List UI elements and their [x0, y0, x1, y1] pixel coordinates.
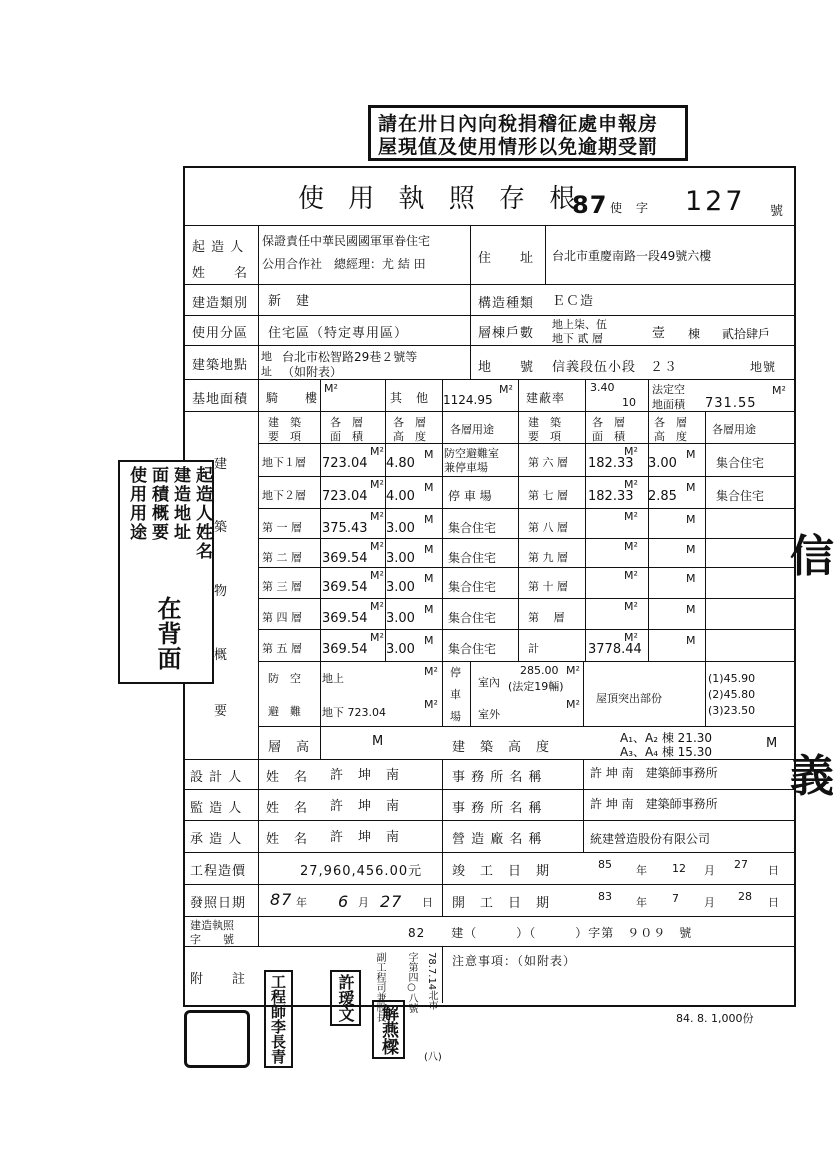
floor-left-name: 地下１層	[262, 456, 306, 469]
section-label-3: 物	[214, 584, 229, 599]
completion-year: 85	[598, 858, 612, 871]
designer-name-label: 姓 名	[266, 770, 309, 785]
permit-label-2: 字 號	[190, 933, 234, 946]
floor-left-area-unit: M²	[370, 600, 384, 613]
floor-left-height-unit: M	[424, 543, 434, 556]
floor-left-height: 3.00	[386, 642, 415, 657]
section-label-1: 建	[214, 457, 229, 472]
roof-value-3: (3)23.50	[708, 704, 756, 717]
building-height-label: 建 築 高 度	[452, 740, 551, 755]
floor-left-area-unit: M²	[370, 540, 384, 553]
permit-char-zi: 字	[636, 201, 650, 215]
completion-label: 竣 工 日 期	[452, 864, 551, 879]
legal-open-label-1: 法定空	[652, 383, 685, 396]
header-item-2: 要 項	[268, 430, 301, 443]
floor-right-area-unit: M²	[624, 631, 638, 644]
floor-right-height-unit: M	[686, 572, 696, 585]
start-month-char: 月	[704, 896, 715, 909]
seal-stamp-g: (八)	[424, 1052, 442, 1063]
round-seal-left	[184, 1010, 250, 1068]
designer-name: 許 坤 南	[330, 768, 401, 783]
contractor-name: 許 坤 南	[330, 830, 401, 845]
seal-stamp-e: 字第四○八號	[406, 952, 417, 1013]
issue-day: 27	[380, 892, 403, 911]
applicant-label-2: 姓 名	[192, 266, 249, 281]
parking-label-3: 場	[450, 710, 461, 723]
parking-outdoor-label: 室外	[478, 708, 500, 721]
floor-left-height: 4.80	[386, 456, 415, 471]
parking-indoor-value: 285.00	[520, 664, 559, 677]
building-unit: 棟	[688, 327, 702, 341]
roof-value-2: (2)45.80	[708, 688, 756, 701]
lot-suffix: 地號	[750, 360, 777, 374]
side-note-big: 在背面	[153, 596, 181, 671]
floor-left-height: 3.00	[386, 521, 415, 536]
floor-right-name: 第 九 層	[528, 551, 568, 564]
floor-right-name: 第 層	[528, 611, 565, 624]
header-use-left: 各層用途	[450, 423, 494, 436]
roof-protrusion-label: 屋頂突出部份	[596, 692, 662, 705]
floor-left-height-unit: M	[424, 513, 434, 526]
floor-right-height-unit: M	[686, 543, 696, 556]
arcade-label: 騎 樓	[266, 391, 319, 405]
floor-left-area-unit: M²	[370, 510, 384, 523]
floors-above: 地上柒、伍	[552, 318, 607, 331]
site-addr-label-2: 址	[261, 365, 272, 378]
parking-outdoor-unit: M²	[566, 698, 580, 711]
issue-year-char: 年	[296, 896, 307, 909]
floor-right-height-unit: M	[686, 481, 696, 494]
issue-date-label: 發照日期	[190, 896, 247, 911]
floor-left-use: 集合住宅	[448, 521, 497, 535]
supervisor-office: 許 坤 南 建築師事務所	[590, 797, 718, 811]
roof-value-1: (1)45.90	[708, 672, 756, 685]
building-height-value-2: A₃、A₄ 棟 15.30	[620, 745, 713, 759]
build-type-label: 建造類別	[192, 296, 249, 311]
structure-label: 構造種類	[478, 296, 535, 311]
floors-units-label: 層棟戶數	[478, 326, 535, 341]
side-note-col-4: 使用用途	[126, 466, 146, 542]
header-height-r1: 各 層	[654, 416, 687, 429]
structure-value: ＥＣ造	[552, 294, 595, 309]
applicant-label-1: 起 造 人	[192, 240, 245, 255]
site-address-line-2: （如附表）	[282, 365, 343, 379]
site-addr-label-1: 地	[261, 350, 272, 363]
permit-number: 127	[685, 186, 746, 217]
start-year: 83	[598, 890, 612, 903]
legal-open-label-2: 地面積	[652, 398, 685, 411]
parking-indoor-label: 室內	[478, 676, 500, 689]
seal-stamp-c: 解燕樑	[372, 1000, 405, 1059]
header-area-r2: 面 積	[592, 430, 625, 443]
start-year-char: 年	[636, 896, 647, 909]
supervisor-office-label: 事 務 所 名 稱	[452, 801, 543, 816]
header-area-r1: 各 層	[592, 416, 625, 429]
floor-left-name: 第 三 層	[262, 580, 302, 593]
storey-height-label: 層 高	[268, 740, 311, 755]
floor-left-area-unit: M²	[370, 631, 384, 644]
floor-right-area-unit: M²	[624, 540, 638, 553]
permit-year: 87	[572, 191, 608, 219]
permit-hao: 號	[770, 204, 785, 219]
floor-left-use: 防空避難室	[444, 447, 499, 460]
floor-left-area-unit: M²	[370, 445, 384, 458]
designer-role: 設 計 人	[190, 770, 243, 785]
seal-stamp-a: 工程師李長青	[264, 970, 293, 1068]
designer-office: 許 坤 南 建築師事務所	[590, 766, 718, 780]
floor-left-height: 3.00	[386, 611, 415, 626]
permit-label-1: 建造執照	[190, 919, 234, 932]
header-area-2: 面 積	[330, 430, 363, 443]
floor-right-area: 182.33	[588, 489, 634, 504]
floor-right-area: 182.33	[588, 456, 634, 471]
legal-open-value: 731.55	[705, 396, 757, 411]
side-note-col-3: 面積概要	[148, 466, 168, 542]
floor-left-height: 3.00	[386, 580, 415, 595]
floor-left-use: 集合住宅	[448, 580, 497, 594]
print-info: 84. 8. 1,000份	[676, 1012, 754, 1025]
zone-value: 住宅區（特定專用區）	[268, 326, 409, 341]
floor-right-use: 集合住宅	[716, 456, 765, 470]
floor-left-area: 369.54	[322, 611, 368, 626]
parking-indoor-unit: M²	[566, 664, 580, 677]
completion-month: 12	[672, 862, 686, 875]
floor-right-height-unit: M	[686, 603, 696, 616]
header-item-r1: 建 築	[528, 416, 561, 429]
shelter-above: 地上	[322, 672, 344, 685]
seal-stamp-f: 78.7.14北市	[426, 952, 437, 1011]
header-height-1: 各 層	[393, 416, 426, 429]
floor-left-height: 3.00	[386, 551, 415, 566]
coverage-label: 建蔽率	[526, 391, 566, 405]
coverage-value: 3.40	[590, 381, 615, 394]
contractor-office: 統建營造股份有限公司	[590, 832, 711, 846]
start-day: 28	[738, 890, 752, 903]
floor-right-area-unit: M²	[624, 510, 638, 523]
right-edge-char-1: 信	[790, 531, 835, 582]
coverage-denominator: 10	[622, 396, 636, 409]
household-units: 貳拾肆戶	[722, 327, 771, 341]
completion-year-char: 年	[636, 864, 647, 877]
header-item-1: 建 築	[268, 416, 301, 429]
tax-notice-line2: 屋現值及使用情形以免逾期受罰	[378, 136, 659, 158]
floor-right-name: 第 六 層	[528, 456, 568, 469]
floor-left-height-unit: M	[424, 572, 434, 585]
floor-left-area: 369.54	[322, 580, 368, 595]
floor-right-area-unit: M²	[624, 478, 638, 491]
start-day-char: 日	[768, 896, 779, 909]
floor-left-name: 第 二 層	[262, 551, 302, 564]
header-area-1: 各 層	[330, 416, 363, 429]
build-type-value: 新 建	[268, 294, 311, 309]
right-edge-char-2: 義	[790, 751, 835, 802]
floor-left-use-2: 兼停車場	[444, 461, 488, 474]
header-height-r2: 高 度	[654, 430, 687, 443]
floor-left-area: 375.43	[322, 521, 368, 536]
floor-left-height-unit: M	[424, 481, 434, 494]
floor-right-height: 2.85	[648, 489, 677, 504]
contractor-name-label: 姓 名	[266, 832, 309, 847]
tax-notice-line1: 請在卅日內向稅捐稽征處申報房	[378, 113, 659, 135]
shelter-below-unit: M²	[424, 698, 438, 711]
applicant-line-1: 保證責任中華民國國軍軍眷住宅	[262, 234, 431, 248]
base-area-label: 基地面積	[192, 392, 249, 407]
permit-number-value: 82 建（ ）（ ）字第 ９０９ 號	[408, 926, 693, 940]
issue-year: 87	[270, 890, 293, 909]
address-value: 台北市重慶南路一段49號六樓	[552, 249, 712, 263]
floor-left-height: 4.00	[386, 489, 415, 504]
floor-right-area-unit: M²	[624, 445, 638, 458]
shelter-label-1: 防 空	[268, 672, 301, 685]
site-address-line-1: 台北市松智路29巷２號等	[282, 350, 418, 364]
floor-left-name: 第 一 層	[262, 521, 302, 534]
cost-label: 工程造價	[190, 864, 247, 879]
floor-left-name: 地下２層	[262, 489, 306, 502]
floor-right-height-unit: M	[686, 634, 696, 647]
header-use-right: 各層用途	[712, 423, 756, 436]
supervisor-role: 監 造 人	[190, 801, 243, 816]
section-label-2: 築	[214, 520, 229, 535]
floor-left-name: 第 五 層	[262, 642, 302, 655]
floor-right-name: 第 八 層	[528, 521, 568, 534]
other-label: 其 他	[390, 391, 430, 405]
shelter-label-2: 避 難	[268, 705, 301, 718]
floor-right-name: 第 七 層	[528, 489, 568, 502]
floor-right-height-unit: M	[686, 448, 696, 461]
floor-left-height-unit: M	[424, 634, 434, 647]
side-note-col-2: 建造地址	[170, 466, 190, 542]
other-area-unit: M²	[499, 383, 513, 396]
applicant-line-2: 公用合作社 總經理：尤 結 田	[262, 257, 426, 271]
storey-height-unit: M	[372, 734, 385, 749]
remarks-note: 注意事項：（如附表）	[452, 954, 577, 968]
lot-value: 信義段伍小段 ２３	[552, 360, 679, 375]
site-label: 建築地點	[192, 358, 249, 373]
contractor-role: 承 造 人	[190, 832, 243, 847]
start-label: 開 工 日 期	[452, 896, 551, 911]
floor-right-name: 計	[528, 642, 539, 655]
floor-right-use: 集合住宅	[716, 489, 765, 503]
floor-right-area-unit: M²	[624, 600, 638, 613]
issue-day-char: 日	[422, 896, 433, 909]
building-count: 壹	[652, 326, 667, 341]
seal-stamp-b: 許瑷文	[330, 970, 361, 1026]
floor-left-area: 369.54	[322, 551, 368, 566]
completion-month-char: 月	[704, 864, 715, 877]
shelter-below: 地下 723.04	[322, 706, 386, 719]
floor-left-area-unit: M²	[370, 569, 384, 582]
floor-left-use: 停 車 場	[448, 489, 492, 503]
contractor-office-label: 營 造 廠 名 稱	[452, 832, 543, 847]
lot-label: 地 號	[478, 360, 535, 375]
cost-value: 27,960,456.00元	[300, 864, 423, 879]
address-label: 住 址	[478, 251, 535, 266]
parking-label-2: 車	[450, 688, 461, 701]
designer-office-label: 事 務 所 名 稱	[452, 770, 543, 785]
building-height-unit: M	[766, 736, 779, 751]
zone-label: 使用分區	[192, 326, 249, 341]
building-height-value-1: A₁、A₂ 棟 21.30	[620, 731, 713, 745]
seal-stamp-d-label: 副工程司兼股長	[374, 952, 385, 1022]
floor-right-height: 3.00	[648, 456, 677, 471]
side-note-col-1: 起造人姓名	[192, 466, 212, 561]
issue-month-char: 月	[358, 896, 369, 909]
floor-right-area: 3778.44	[588, 642, 642, 657]
section-label-5: 要	[214, 704, 229, 719]
issue-month: 6	[338, 892, 350, 911]
legal-open-unit: M²	[772, 384, 786, 397]
supervisor-name: 許 坤 南	[330, 799, 401, 814]
floor-left-area: 723.04	[322, 456, 368, 471]
floor-left-use: 集合住宅	[448, 642, 497, 656]
remarks-label: 附 註	[190, 972, 247, 987]
floor-left-use: 集合住宅	[448, 611, 497, 625]
start-month: 7	[672, 892, 679, 905]
permit-char-shi: 使	[610, 201, 624, 215]
floor-left-area: 369.54	[322, 642, 368, 657]
parking-label-1: 停	[450, 666, 461, 679]
floor-right-name: 第 十 層	[528, 580, 568, 593]
floor-left-name: 第 四 層	[262, 611, 302, 624]
floor-left-height-unit: M	[424, 448, 434, 461]
other-area-value: 1124.95	[443, 393, 493, 407]
header-height-2: 高 度	[393, 430, 426, 443]
floor-left-area-unit: M²	[370, 478, 384, 491]
floor-right-area-unit: M²	[624, 569, 638, 582]
completion-day-char: 日	[768, 864, 779, 877]
floor-left-use: 集合住宅	[448, 551, 497, 565]
header-item-r2: 要 項	[528, 430, 561, 443]
supervisor-name-label: 姓 名	[266, 801, 309, 816]
floor-left-area: 723.04	[322, 489, 368, 504]
page-title: 使 用 執 照 存 根	[298, 184, 584, 214]
section-label-4: 概	[214, 648, 229, 663]
parking-indoor-note: (法定19輛)	[508, 680, 564, 693]
arcade-unit: M²	[324, 382, 338, 395]
floors-below: 地下 貳 層	[552, 332, 603, 345]
floor-right-height-unit: M	[686, 513, 696, 526]
floor-left-height-unit: M	[424, 603, 434, 616]
shelter-above-unit: M²	[424, 665, 438, 678]
completion-day: 27	[734, 858, 748, 871]
